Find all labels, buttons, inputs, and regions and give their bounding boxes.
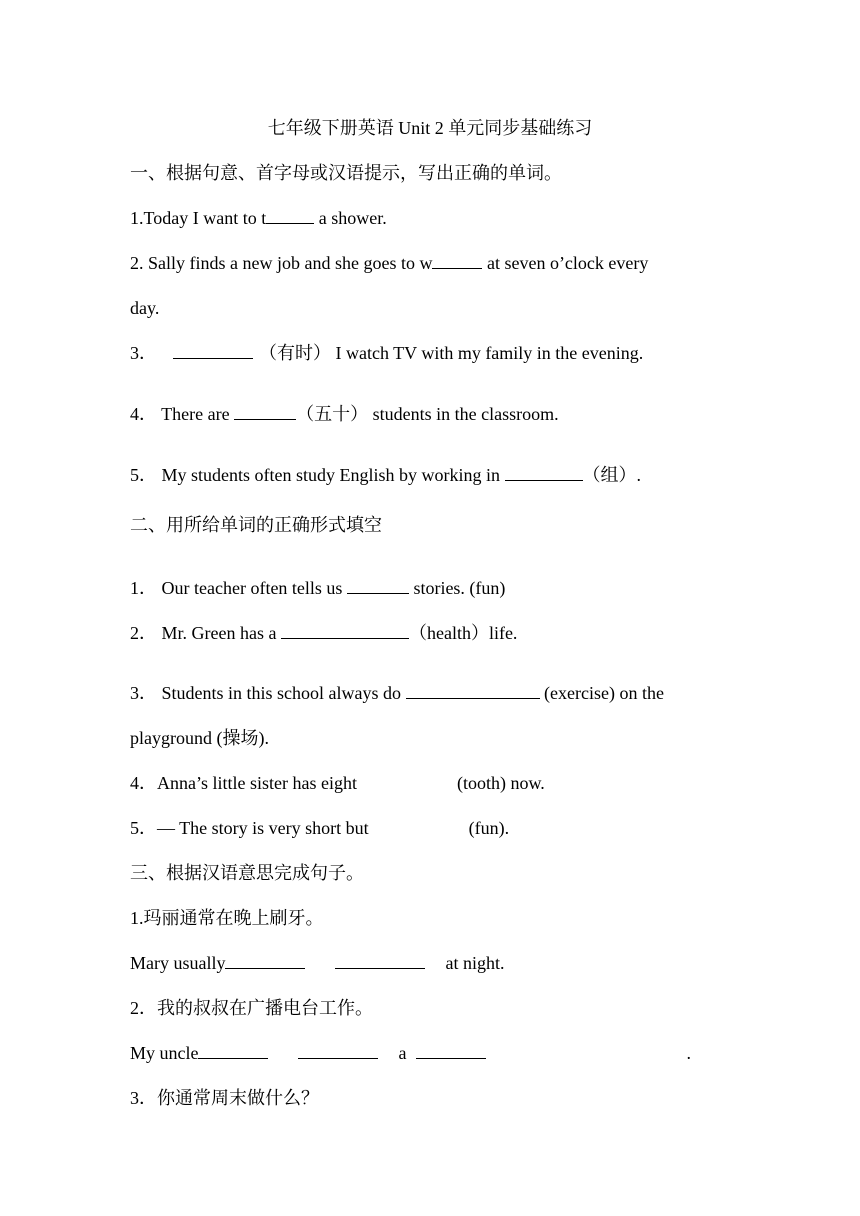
answer-blank[interactable]: [234, 403, 296, 420]
s2-question-2: [130, 621, 517, 645]
s2-question-5: [130, 816, 509, 840]
s1-q5-prefix: 5． My students often study English by working in: [130, 465, 505, 485]
answer-blank[interactable]: [225, 952, 305, 969]
s3-q2-prefix: My uncle: [130, 1043, 199, 1063]
s1-q2-prefix: 2. Sally finds a new job and she goes to w: [130, 253, 433, 273]
answer-blank[interactable]: [198, 1042, 268, 1059]
s2-q1-suffix: stories. (fun): [408, 578, 506, 598]
s1-q2-suffix: at seven o’clock every: [482, 253, 649, 273]
s1-q5-suffix: （组）.: [582, 465, 641, 485]
answer-blank[interactable]: [173, 342, 253, 359]
s1-q3-suffix: （有时） I watch TV with my family in the evening.: [259, 343, 644, 363]
answer-blank[interactable]: [266, 207, 314, 224]
s1-question-4: [130, 402, 559, 426]
s1-q3-prefix: 3．: [130, 343, 157, 363]
answer-blank[interactable]: [406, 682, 540, 699]
s1-q1-prefix: 1.Today I want to t: [130, 208, 267, 228]
s2-q3-prefix: 3． Students in this school always do: [130, 683, 406, 703]
s3-q1-chinese: 1.玛丽通常在晚上刷牙。: [130, 908, 324, 928]
s2-q3-suffix: (exercise) on the: [539, 683, 664, 703]
s1-q4-prefix: 4． There are: [130, 404, 235, 424]
s1-q4-suffix: （五十） students in the classroom.: [296, 404, 559, 424]
section-2-heading: 二、用所给单词的正确形式填空: [130, 515, 382, 535]
answer-blank[interactable]: [281, 622, 409, 639]
s2-q3-continuation: playground (操场).: [130, 728, 269, 748]
s3-q3-chinese: 3．你通常周末做什么？: [130, 1088, 319, 1108]
s2-question-4: [130, 771, 545, 795]
answer-blank[interactable]: [347, 577, 409, 594]
s2-q4-suffix: (tooth) now.: [456, 773, 545, 793]
s1-q2-continuation: day.: [130, 298, 160, 318]
s3-q1-prefix: Mary usually: [130, 953, 226, 973]
s3-q2-mid: a: [398, 1043, 407, 1063]
s2-q5-prefix: 5．— The story is very short but: [130, 818, 369, 838]
s2-q2-suffix: （health）life.: [408, 623, 518, 643]
s2-question-3: [130, 681, 664, 705]
s1-question-5: [130, 463, 641, 487]
s2-question-1: [130, 576, 505, 600]
answer-blank[interactable]: [432, 252, 482, 269]
s3-question-1: [130, 951, 504, 975]
s3-question-2: [130, 1041, 691, 1065]
s3-q1-suffix: at night.: [445, 953, 505, 973]
s3-q2-end: .: [686, 1043, 691, 1063]
answer-blank[interactable]: [298, 1042, 378, 1059]
s2-q1-prefix: 1． Our teacher often tells us: [130, 578, 347, 598]
s3-q2-chinese: 2．我的叔叔在广播电台工作。: [130, 998, 373, 1018]
answer-blank[interactable]: [335, 952, 425, 969]
s2-q2-prefix: 2． Mr. Green has a: [130, 623, 281, 643]
s2-q4-prefix: 4．Anna’s little sister has eight: [130, 773, 357, 793]
s1-question-1: [130, 206, 387, 230]
page-title: 七年级下册英语 Unit 2 单元同步基础练习: [267, 118, 593, 138]
s1-question-2: [130, 251, 648, 275]
s1-q1-suffix: a shower.: [314, 208, 387, 228]
answer-blank[interactable]: [505, 464, 583, 481]
s1-question-3: [130, 341, 643, 365]
section-3-heading: 三、根据汉语意思完成句子。: [130, 863, 364, 883]
section-1-heading: 一、根据句意、首字母或汉语提示，写出正确的单词。: [130, 163, 562, 183]
answer-blank[interactable]: [416, 1042, 486, 1059]
s2-q5-suffix: (fun).: [468, 818, 510, 838]
